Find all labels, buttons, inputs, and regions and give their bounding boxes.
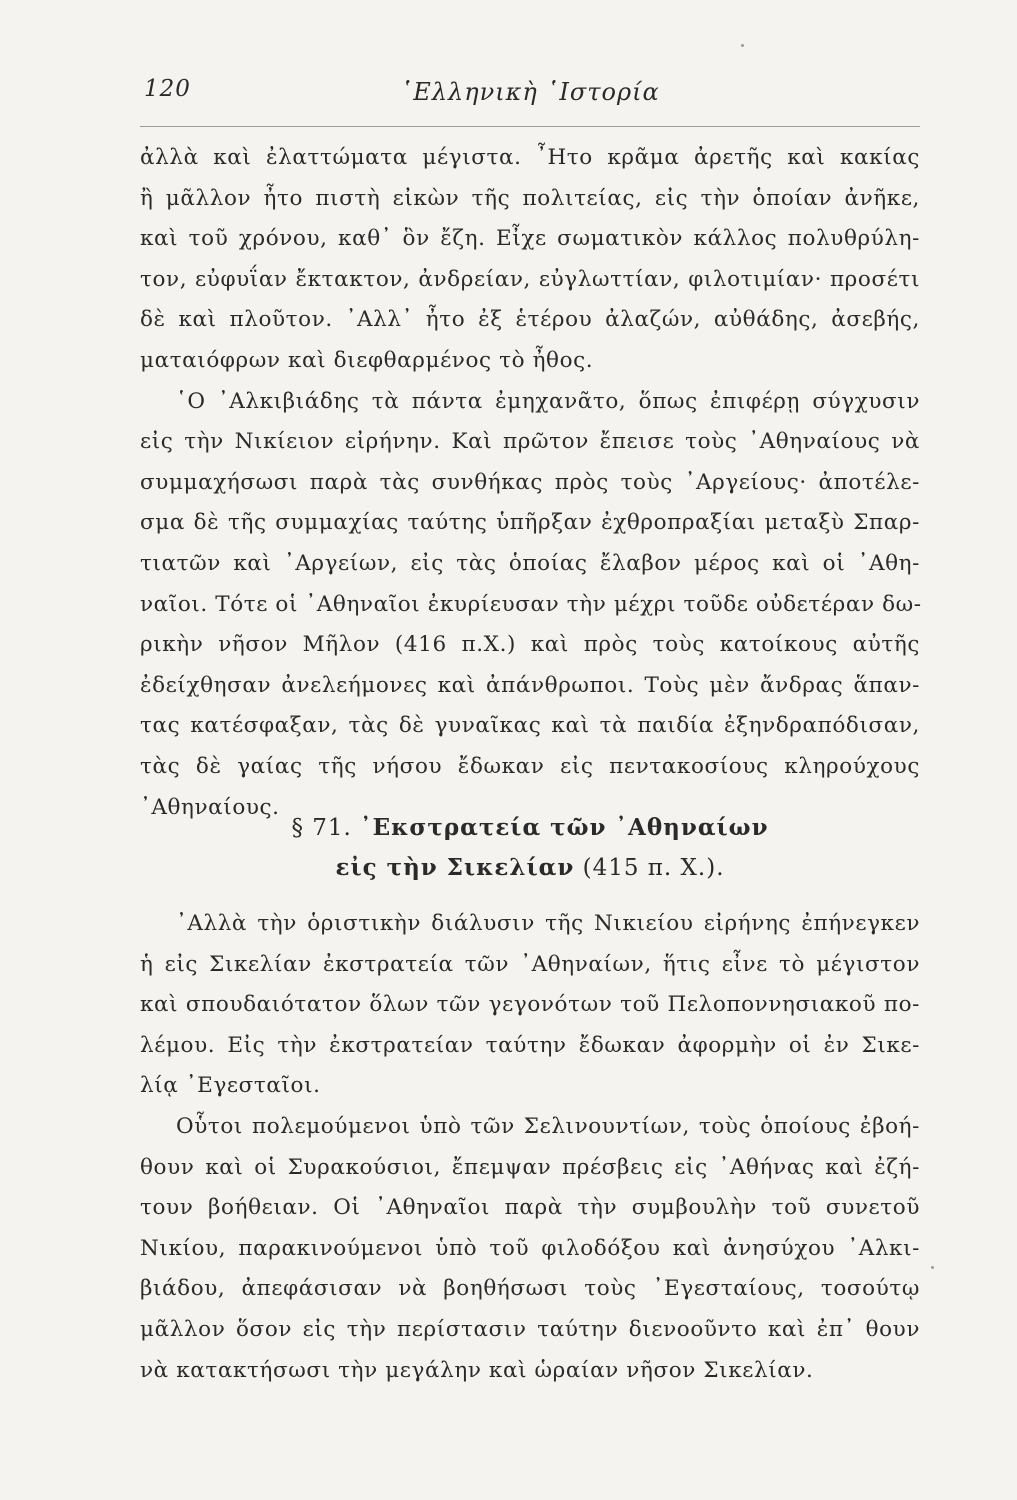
paragraph-3 [140, 904, 920, 1107]
text-block-top [140, 138, 920, 828]
text-line: τας κατέσφαξαν, τὰς δὲ γυναῖκας καὶ τὰ παιδία ἐξηνδραπόδισαν, [140, 713, 920, 739]
text-line: τὰς δὲ γαίας τῆς νήσου ἔδωκαν εἰς πεντακοσίους κληρούχους [140, 753, 920, 779]
section-title: ᾽Εκστρατεία τῶν ᾽Αθηναίων [360, 814, 769, 841]
text-line: λέμου. Εἰς τὴν ἐκστρατείαν ταύτην ἔδωκαν ἀφορμὴν οἱ ἐν Σικε- [140, 1032, 920, 1058]
text-line: ῾Ο ᾽Αλκιβιάδης τὰ πάντα ἐμηχανᾶτο, ὅπως ἐπιφέρῃ σύγχυσιν [176, 388, 920, 414]
text-line: τον, εὐφυΐαν ἔκτακτον, ἀνδρείαν, εὐγλωττίαν, φιλοτιμίαν· προσέτι [140, 266, 920, 292]
text-line: ᾽Αθηναίους. [140, 794, 280, 820]
text-line: ἡ εἰς Σικελίαν ἐκστρατεία τῶν ᾽Αθηναίων, ἥτις εἶνε τὸ μέγιστον [140, 951, 920, 977]
text-line: καὶ σπουδαιότατον ὅλων τῶν γεγονότων τοῦ Πελοποννησιακοῦ πο- [140, 992, 920, 1018]
section-heading [140, 808, 920, 888]
paragraph-2 [140, 382, 920, 829]
text-line: τουν βοήθειαν. Οἱ ᾽Αθηναῖοι παρὰ τὴν συμβουλὴν τοῦ συνετοῦ [140, 1195, 920, 1221]
paper-speck [741, 44, 744, 47]
text-line: λίᾳ ᾽Εγεσταῖοι. [140, 1073, 321, 1099]
text-line: δὲ καὶ πλοῦτον. ᾽Αλλ᾽ ἦτο ἐξ ἑτέρου ἀλαζών, αὐθάδης, ἀσεβής, [140, 307, 920, 333]
text-line: θουν καὶ οἱ Συρακούσιοι, ἔπεμψαν πρέσβεις εἰς ᾽Αθήνας καὶ ἐζή- [140, 1154, 920, 1180]
section-heading-line-1 [140, 808, 920, 848]
section-date: (415 π. Χ.). [582, 855, 725, 881]
text-line: νὰ κατακτήσωσι τὴν μεγάλην καὶ ὡραίαν νῆσον Σικελίαν. [140, 1357, 814, 1383]
text-line: τιατῶν καὶ ᾽Αργείων, εἰς τὰς ὁποίας ἔλαβον μέρος καὶ οἱ ᾽Αθη- [140, 550, 920, 576]
text-line: συμμαχήσωσι παρὰ τὰς συνθήκας πρὸς τοὺς ᾽Αργείους· ἀποτέλε- [140, 469, 920, 495]
paragraph-4 [140, 1107, 920, 1391]
text-line: ἀλλὰ καὶ ἐλαττώματα μέγιστα. ῏Ητο κρᾶμα ἀρετῆς καὶ κακίας [140, 145, 920, 170]
page-number: 120 [144, 76, 191, 102]
text-line: ᾽Αλλὰ τὴν ὁριστικὴν διάλυσιν τῆς Νικιείου εἰρήνης ἐπήνεγκεν [176, 911, 920, 936]
text-line: σμα δὲ τῆς συμμαχίας ταύτης ὑπῆρξαν ἐχθροπραξίαι μεταξὺ Σπαρ- [140, 510, 920, 536]
section-subtitle: εἰς τὴν Σικελίαν [335, 854, 575, 881]
text-line: βιάδου, ἀπεφάσισαν νὰ βοηθήσωσι τοὺς ᾽Εγεσταίους, τοσούτῳ [140, 1276, 920, 1302]
section-marker: § 71. [291, 815, 352, 841]
paragraph-1 [140, 138, 920, 382]
paper-speck [931, 1266, 934, 1269]
text-line: Οὗτοι πολεμούμενοι ὑπὸ τῶν Σελινουντίων, τοὺς ὁποίους ἐβοή- [176, 1113, 920, 1139]
text-line: ναῖοι. Τότε οἱ ᾽Αθηναῖοι ἐκυρίευσαν τὴν μέχρι τοῦδε οὐδετέραν δω- [140, 591, 922, 617]
text-line: ἐδείχθησαν ἀνελεήμονες καὶ ἀπάνθρωποι. Τοὺς μὲν ἄνδρας ἅπαν- [140, 672, 920, 698]
running-title: ῾Ελληνικὴ ῾Ιστορία [400, 78, 660, 106]
text-line: ἢ μᾶλλον ἦτο πιστὴ εἰκὼν τῆς πολιτείας, εἰς τὴν ὁποίαν ἀνῆκε, [140, 185, 920, 211]
header-rule [140, 126, 920, 127]
text-line: ρικὴν νῆσον Μῆλον (416 π.Χ.) καὶ πρὸς τοὺς κατοίκους αὐτῆς [140, 632, 920, 658]
page-header [140, 76, 920, 116]
text-line: Νικίου, παρακινούμενοι ὑπὸ τοῦ φιλοδόξου καὶ ἀνησύχου ᾽Αλκι- [140, 1235, 920, 1261]
text-line: ματαιόφρων καὶ διεφθαρμένος τὸ ἦθος. [140, 347, 594, 373]
text-line: μᾶλλον ὅσον εἰς τὴν περίστασιν ταύτην διενοοῦντο καὶ ἐπ᾽ θουν [140, 1316, 920, 1342]
text-line: καὶ τοῦ χρόνου, καθ᾽ ὃν ἔζη. Εἶχε σωματικὸν κάλλος πολυθρύλη- [140, 226, 920, 252]
text-block-bottom [140, 904, 920, 1391]
text-line: εἰς τὴν Νικίειον εἰρήνην. Καὶ πρῶτον ἔπεισε τοὺς ᾽Αθηναίους νὰ [140, 429, 920, 455]
section-heading-line-2 [140, 848, 920, 888]
